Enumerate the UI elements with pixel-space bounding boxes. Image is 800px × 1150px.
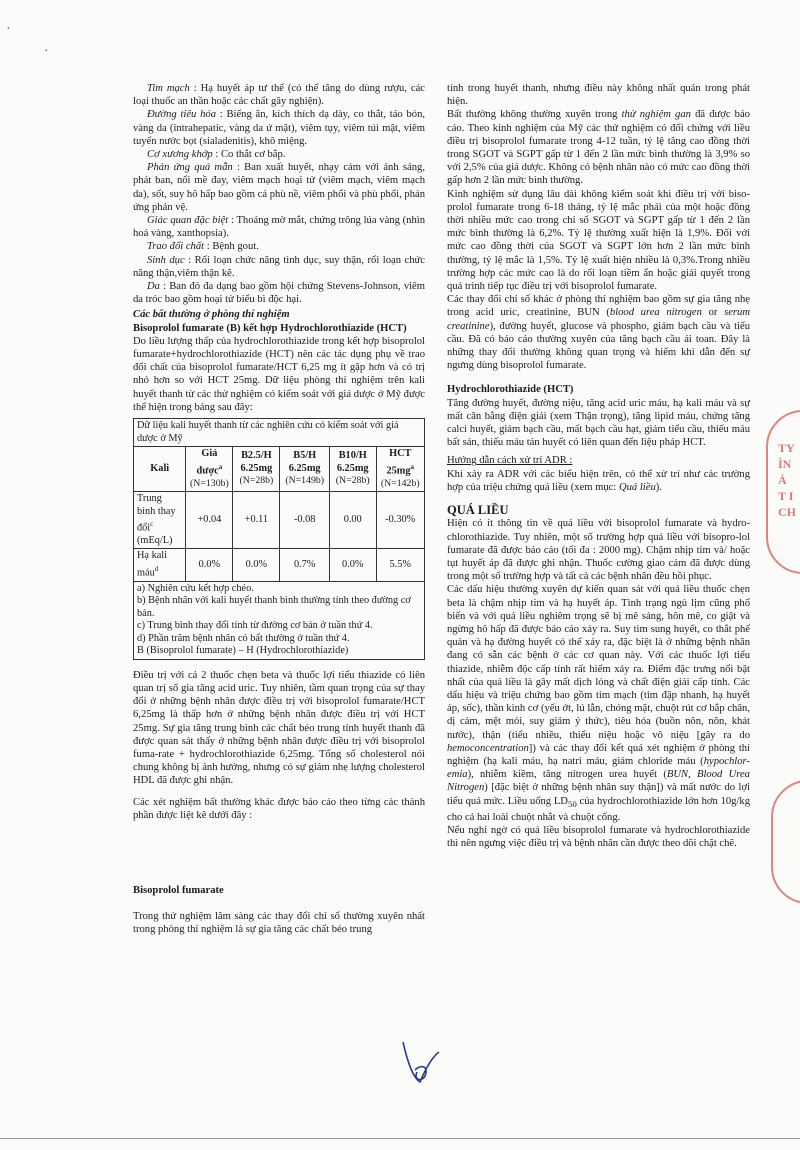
other-lab-changes-paragraph: Các thay đổi chỉ số khác ở phòng thí nghiệm bao gồm sự gia tăng nhẹ trong acid uric, creatinine, BUN (blood urea nitrogen or serum creatinine), đường huyết, glucose và phospho, giảm bạch cầu và tiểu cầu. Đã có báo cáo thường xuyên của tăng bạch cầu ái toan. Đây là những thay đổi thường không quan trọng và hiếm khi dẫn đến sự ngưng dùng bisoprolol fumarate.	[447, 294, 750, 372]
page-bottom-line	[0, 1138, 800, 1139]
table-cell: -0.08	[280, 492, 329, 549]
overdose-paragraph-1: Hiện có ít thông tin về quá liều với bisoprolol fumarate và hydro-chlorothiazide. Tuy nhiên, một số trường hợp quá liều với bisopro-lol fumarate đã được báo cáo (tối đa : 2000 mg). Chậm nhịp tim và/ hoặc tụt huyết áp đã được ghi nhận. Thuốc cường giao cảm đã được dùng trong một số trường hợp và tất cả các bệnh nhân đều hồi phục.	[447, 518, 750, 583]
table-header-b25: B2.5/H 6.25mg (N=28b)	[233, 447, 280, 492]
stamp-text: TY ÌN Ả T I CH	[778, 441, 796, 519]
table-cell: 0.0%	[233, 549, 280, 581]
side-effect-item: Giác quan đặc biệt : Thoáng mờ mắt, chứng trông lúa vàng (nhìn hoá vàng, xanthopsia).	[133, 215, 425, 240]
overdose-heading: QUÁ LIỀU	[447, 503, 509, 518]
table-cell: -0.30%	[376, 492, 424, 549]
right-paragraph-1: tính trong huyết thanh, nhưng điều này không nhất quán trong phát hiện.	[447, 83, 750, 108]
bisoprolol-paragraph: Trong thử nghiệm lâm sàng các thay đổi chỉ số thường xuyên nhất trong phòng thí nghiệm là sự gia tăng các chất béo trung	[133, 911, 425, 936]
uric-acid-paragraph: Điều trị với cả 2 thuốc chẹn beta và thuốc lợi tiểu thiazide có liên quan trị số gia tăng acid uric. Tuy nhiên, tầm quan trọng của sự thay đổi ở những bệnh nhân được điều trị với bisoprolol fumarate/HCT 6,25mg là thấp hơn ở những bệnh nhân được điều trị với HCT 25mg. Sự gia tăng trung bình các chất béo trung tính huyết thanh đã được quan sát thấy ở những bệnh nhân được điều trị với bisoprolol fuma-rate + hydrochlorothiazide 6,25mg. Tổng số cholesterol nói chung không bị ảnh hưởng, nhưng có sự giảm nhẹ lượng cholesterol HDL đã được ghi nhận.	[133, 669, 425, 787]
table-row	[134, 492, 425, 549]
table-cell: 5.5%	[376, 549, 424, 581]
table-cell: 0.0%	[329, 549, 376, 581]
side-effect-item: Trao đổi chất : Bệnh gout.	[147, 241, 259, 253]
table-cell: +0.04	[186, 492, 233, 549]
table-header-kali: Kali	[134, 447, 186, 492]
table-row	[134, 549, 425, 581]
other-tests-paragraph: Các xét nghiệm bất thường khác được báo cáo theo từng các thành phần được liệt kê dưới đây :	[133, 796, 425, 821]
hct-paragraph: Tăng đường huyết, đường niệu, tăng acid uric máu, hạ kali máu và sự mất cân bằng điện giải (xem Thận trọng), tăng lipid máu, chứng tăng calci huyết, giảm bạch cầu, mất bạch cầu hạt, giảm tiểu cầu, thiếu máu bất sản, thiếu máu tán huyết có liên quan đến liệu pháp HCT.	[447, 397, 750, 449]
overdose-paragraph-2: Các dấu hiệu thường xuyên dự kiến quan sát với quá liều thuốc chẹn beta là chậm nhịp tim và hạ huyết áp. Tình trạng ngủ lịm cũng phổ biến và với quá liều nghiêm trọng sẽ bị mê sảng, hôn mê, co giật và ngừng hô hấp đã được báo cáo xảy ra. Suy tim sung huyết, co thắt phế quản và hạ đường huyết có thể xảy ra, đặc biệt là ở những bệnh nhân đang có sẵn các bệnh ở các cơ quan này. Với các thuốc lợi tiểu thiazide, nhiễm độc cấp tính rất hiếm xảy ra. Điểm đặc trưng nổi bật nhất của quá liều là gây mất dịch lỏng và chất điện giải cấp tính. Các dấu hiệu và triệu chứng bao gồm tim mạch (tim đập nhanh, hạ huyết áp, sốc), thần kinh cơ (yếu ớt, lú lẫn, chóng mặt, chuột rút cơ bắp chân, dị cảm, mệt mỏi, suy giảm ý thức), tiêu hóa (buồn nôn, nôn, khát nước), thận (tiểu nhiều, thiểu niệu hoặc vô niệu [gây ra do hemoconcentration]) và các thay đổi kết quả xét nghiệm ở phòng thí nghiệm (hạ kali máu, hạ natri máu, giảm chloride máu (hypochlor-emia), nhiễm kiềm, tăng nitrogen urea huyết (BUN, Blood Urea Nitrogen) [đặc biệt ở những bệnh nhân suy thận]) và mất nước do lợi tiểu quá mức. Liều uống $LD_{50}$ của hydrochlorothiazide lớn hơn 10g/kg cho cả hai loài chuột nhắt và chuột cống.	[447, 584, 750, 823]
bisoprolol-heading: Bisoprolol fumarate	[133, 885, 224, 897]
side-effect-item: Sinh dục : Rối loạn chức năng tình dục, suy thận, rối loạn chức năng thận,viêm thận kẽ.	[133, 254, 425, 279]
hct-heading: Hydrochlorothiazide (HCT)	[447, 384, 574, 396]
speck-mark: ·	[6, 22, 11, 37]
side-effect-item: Đường tiêu hóa : Biếng ăn, kích thích dạ dày, co thắt, táo bón, vàng da (intrahepatic, vàng da ứ mật), viêm tụy, viêm túi mật, viêm tuyến nước bọt (sialadenitis), khô miệng.	[133, 109, 426, 147]
row-label-hypokalemia: Hạ kali máu$^d$	[134, 549, 186, 581]
footnote: d) Phần trăm bệnh nhân có bất thường ở tuần thứ 4.	[137, 632, 350, 644]
adr-paragraph: Khi xảy ra ADR với các biểu hiện trên, có thể xử trí như các trường hợp của triệu chứng quá liều (xem mục: Quá liều).	[447, 468, 750, 493]
combo-paragraph: Do liều lượng thấp của hydrochlorothiazide trong kết hợp bisoprolol fumarate+hydrochlorothiazide (HCT) nên các tác dụng phụ về trao đổi chất của bisoprolol fumarate/HCT 6,25 mg ít gặp hơn và có trị nhỏ hơn so với HCT 25mg. Dữ liệu phòng thí nghiệm trên kali huyết thanh từ các thử nghiệm có kiểm soát với giả dược ở Mỹ được thể hiện trong bảng sau đây:	[133, 335, 425, 413]
side-effects-list	[133, 82, 425, 306]
table-header-b5: B5/H 6.25mg (N=149b)	[280, 447, 329, 492]
table-cell: 0.00	[329, 492, 376, 549]
footnote: B (Bisoprolol fumarate) – H (Hydrochlorothiazide)	[137, 645, 349, 657]
row-label-mean-change: Trung bình thay đổi$^c$ (mEq/L)	[134, 492, 186, 549]
table-header-placebo: Giả dược$^a$ (N=130b)	[186, 447, 233, 492]
stamp-mark-lower	[771, 780, 800, 904]
table-cell: 0.7%	[280, 549, 329, 581]
long-term-paragraph: Kinh nghiệm sử dụng lâu dài không kiểm soát khi điều trị với biso-prolol fumarate trong 6-18 tháng, tỷ lệ mắc phải của một hoặc đồng thời nhiều mức cao trong chỉ số SGOT và SGPT gấp từ 1 đến 2 lần mức bình thường là 6,2%. Tỷ lệ thường xuất hiện là 1,9%. Đối với mức cao đồng thời của SGOT và SGPT lớn hơn 2 lần mức bình thường, tỷ lệ mắc là 1,5%. Tỷ lệ xuất hiện nhiều là 0,3%.Trong nhiều trường hợp các mức cao là do rối loạn tiềm ẩn hoặc giải quyết trong quá trình tiếp tục điều trị với bisoprolol fumarate.	[447, 188, 750, 293]
combo-heading: Bisoprolol fumarate (B) kết hợp Hydrochlorothiazide (HCT)	[133, 322, 407, 334]
liver-test-paragraph: Bất thường không thường xuyên trong thử nghiệm gan đã được báo cáo. Theo kinh nghiệm của Mỹ các thử nghiệm có đối chứng với liều điều trị bisoprolol fumarate trong 4-12 tuần, tỷ lệ tăng cao đồng thời trong SGOT và SGPT gấp từ 1 đến 2 lần mức bình thường là 3,9% so với 2,5% của giả dược. Không có bệnh nhân nào có mức cao đồng thời gấp hơn 2 lần mức bình thường.	[447, 109, 750, 187]
signature-mark	[395, 1030, 445, 1090]
lab-abnormalities-heading: Các bất thường ở phòng thí nghiệm	[133, 309, 290, 321]
potassium-table	[133, 418, 425, 660]
overdose-paragraph-3: Nếu nghi ngờ có quá liều bisoprolol fumarate và hydrochlorothiazide thì nên ngưng việc điều trị và bệnh nhân cần được theo dõi chặt chẽ.	[447, 825, 750, 850]
table-cell: 0.0%	[186, 549, 233, 581]
footnote: a) Nghiên cứu kết hợp chéo.	[137, 582, 254, 594]
footnote: c) Trung bình thay đổi tính từ đường cơ bản ở tuần thứ 4.	[137, 620, 373, 632]
side-effect-item: Cơ xương khớp : Co thắt cơ bắp.	[147, 149, 286, 161]
table-cell: +0.11	[233, 492, 280, 549]
table-header-row	[134, 447, 425, 492]
side-effect-item: Da : Ban đỏ đa dạng bao gồm hội chứng Stevens-Johnson, viêm da tróc bao gồm hoại tử biểu bì độc hại.	[133, 281, 425, 306]
adr-heading: Hướng dẫn cách xử trí ADR :	[447, 455, 573, 467]
footnote: b) Bệnh nhân với kali huyết thanh bình thường tính theo đường cơ bản.	[137, 595, 411, 619]
table-footnotes	[134, 581, 425, 659]
side-effect-item: Phản ứng quá mẫn : Ban xuất huyết, nhạy cảm với ánh sáng, phát ban, nổi mề đay, viêm mạch hoại tử (viêm mạch, viêm mạch da), sốt, suy hô hấp bao gồm cả phù nề, viêm phổi và phù phổi, phản ứng phản vệ.	[133, 162, 425, 213]
left-column	[133, 82, 425, 937]
table-header-hct: HCT $25mg^a$ (N=142b)	[376, 447, 424, 492]
table-caption: Dữ liệu kali huyết thanh từ các nghiên cứu có kiểm soát với giả dược ở Mỹ	[134, 419, 425, 447]
side-effect-item: Tim mạch : Hạ huyết áp tư thế (có thể tăng do dùng rượu, các loại thuốc an thần hoặc các chất gây nghiện).	[133, 83, 425, 108]
speck-mark: ·	[44, 44, 49, 59]
right-column	[447, 82, 750, 850]
table-header-b10: B10/H 6.25mg (N=28b)	[329, 447, 376, 492]
